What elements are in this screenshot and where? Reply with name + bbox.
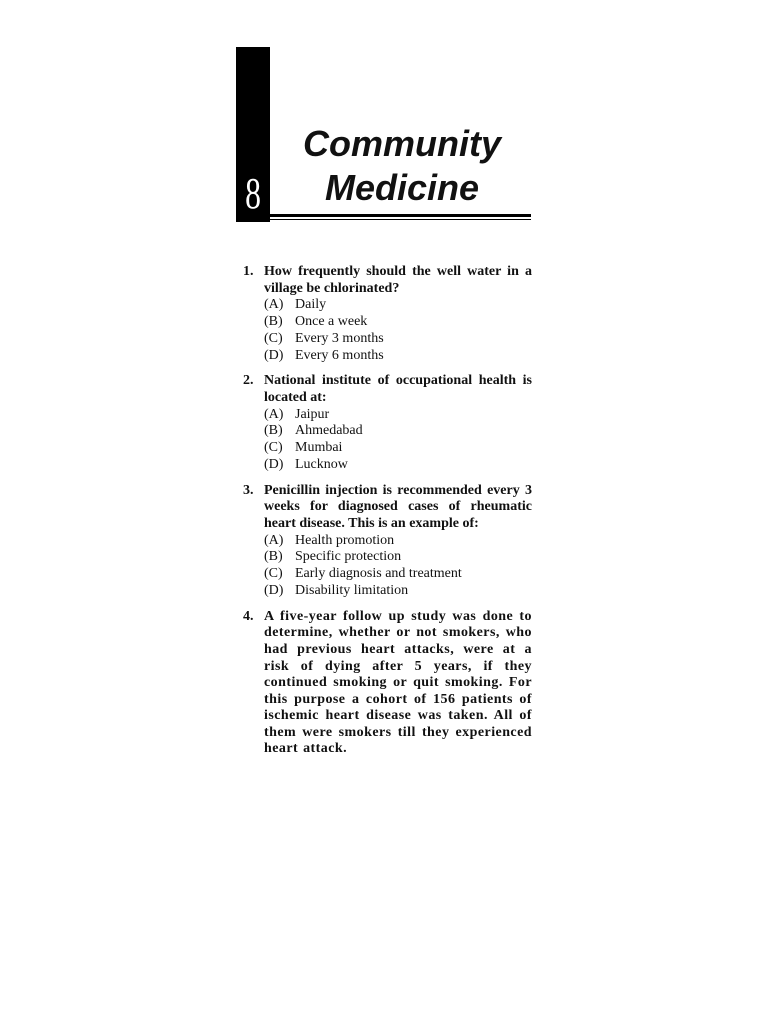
- chapter-number: 8: [245, 169, 261, 218]
- option-letter: (D): [264, 456, 284, 472]
- option-letter: (B): [264, 423, 283, 439]
- question-number: 4.: [243, 608, 254, 624]
- chapter-title-line-2: Medicine: [324, 167, 480, 208]
- option-text: Health promotion: [295, 532, 395, 548]
- option-c: [264, 331, 532, 348]
- option-d: [264, 348, 532, 365]
- option-text: Daily: [295, 297, 327, 313]
- title-rule-thin: [270, 219, 531, 220]
- option-a: [264, 533, 532, 550]
- question-4: [238, 609, 532, 758]
- option-text: Lucknow: [295, 456, 348, 472]
- option-letter: (D): [264, 347, 284, 363]
- option-a: [264, 297, 532, 314]
- option-letter: (B): [264, 313, 283, 329]
- option-list: [264, 533, 532, 600]
- option-d: [264, 583, 532, 600]
- question-text: How frequently should the well water in a village be chlorinated?: [264, 264, 532, 296]
- option-list: [264, 297, 532, 364]
- question-number: 1.: [243, 264, 254, 279]
- option-d: [264, 457, 532, 474]
- option-letter: (C): [264, 566, 283, 582]
- chapter-title: [272, 122, 532, 210]
- option-letter: (A): [264, 406, 284, 422]
- question-2: [238, 373, 532, 473]
- question-number: 3.: [243, 482, 254, 498]
- question-text: Penicillin injection is recommended every 3 weeks for diagnosed cases of rheumatic heart disease. This is an example of:: [264, 482, 532, 531]
- option-text: Every 6 months: [295, 347, 384, 363]
- question-list: [238, 264, 532, 767]
- option-letter: (D): [264, 582, 284, 598]
- option-letter: (A): [264, 297, 284, 313]
- option-letter: (A): [264, 532, 284, 548]
- option-text: Specific protection: [295, 549, 402, 565]
- question-1: [238, 264, 532, 364]
- question-text: National institute of occupational health is located at:: [264, 373, 532, 405]
- option-text: Every 3 months: [295, 330, 384, 346]
- title-rule-thick: [270, 214, 531, 217]
- option-text: Mumbai: [295, 440, 343, 456]
- option-text: Disability limitation: [295, 582, 409, 598]
- option-a: [264, 407, 532, 424]
- option-b: [264, 549, 532, 566]
- option-text: Jaipur: [295, 406, 330, 422]
- option-c: [264, 440, 532, 457]
- option-letter: (C): [264, 440, 283, 456]
- option-letter: (B): [264, 549, 283, 565]
- chapter-title-line-1: Community: [303, 123, 501, 164]
- option-b: [264, 423, 532, 440]
- question-text: A five-year follow up study was done to determine, whether or not smokers, who had previous heart attacks, were at a risk of dying after 5 years, if they continued smoking or quit smoking. For this purpose a cohort of 156 patients of ischemic heart disease was taken. All of them were smokers till they experienced heart attack.: [264, 608, 532, 757]
- question-3: [238, 483, 532, 600]
- option-text: Early diagnosis and treatment: [295, 566, 462, 582]
- question-number: 2.: [243, 373, 254, 389]
- option-text: Once a week: [295, 313, 368, 329]
- option-letter: (C): [264, 330, 283, 346]
- option-c: [264, 566, 532, 583]
- option-text: Ahmedabad: [295, 423, 363, 439]
- option-b: [264, 314, 532, 331]
- option-list: [264, 407, 532, 474]
